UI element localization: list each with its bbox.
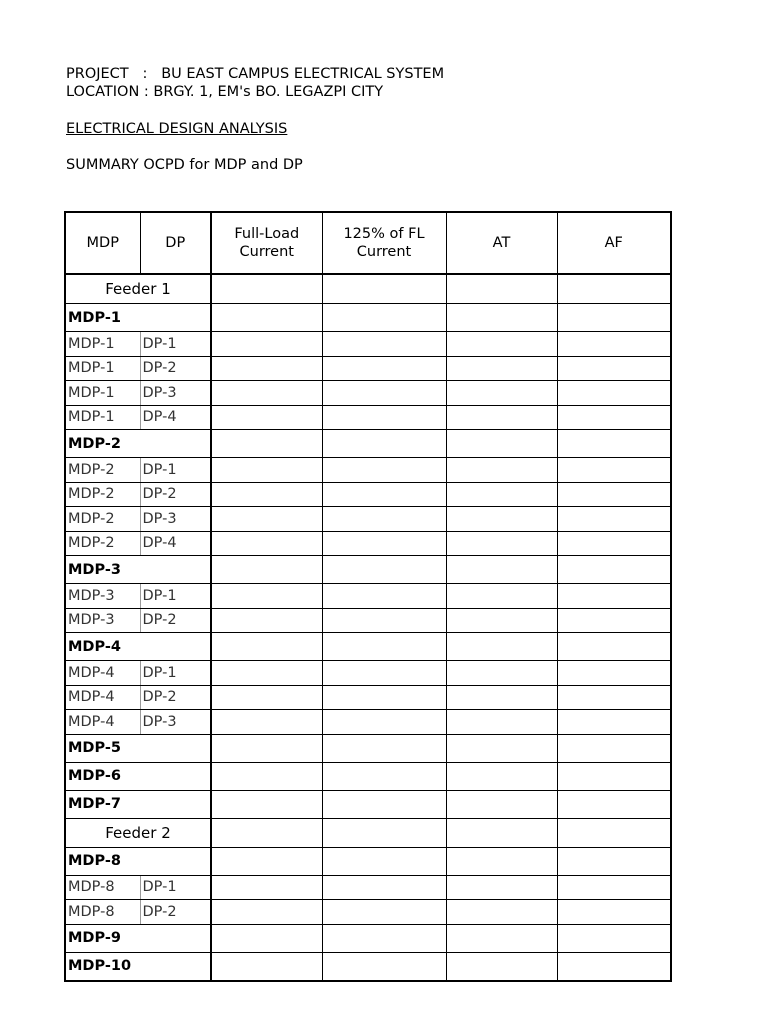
- mdp-label: MDP-6: [65, 762, 211, 790]
- mdp-row: [65, 924, 671, 952]
- pct125-current-cell: [322, 332, 446, 357]
- dp-row: [65, 685, 671, 710]
- pct125-current-cell: [322, 531, 446, 556]
- row-mdp-cell: MDP-3: [65, 608, 140, 633]
- full-load-current-cell: [211, 304, 322, 332]
- full-load-current-cell: [211, 661, 322, 686]
- dp-row: [65, 710, 671, 735]
- pct125-current-cell: [322, 482, 446, 507]
- full-load-current-cell: [211, 924, 322, 952]
- af-cell: [557, 531, 671, 556]
- pct125-current-cell: [322, 274, 446, 304]
- full-load-current-cell: [211, 608, 322, 633]
- full-load-current-cell: [211, 790, 322, 818]
- at-cell: [446, 556, 557, 584]
- summary-title: SUMMARY OCPD for MDP and DP: [66, 157, 303, 173]
- full-load-current-cell: [211, 381, 322, 406]
- header-125-pct-current: [322, 212, 446, 274]
- row-dp-cell: DP-3: [140, 381, 211, 406]
- full-load-current-cell: [211, 556, 322, 584]
- at-cell: [446, 507, 557, 532]
- af-cell: [557, 710, 671, 735]
- dp-row: [65, 356, 671, 381]
- header-125-pct-line1: 125% of FL: [343, 226, 425, 242]
- af-cell: [557, 608, 671, 633]
- at-cell: [446, 608, 557, 633]
- af-cell: [557, 633, 671, 661]
- full-load-current-cell: [211, 734, 322, 762]
- dp-row: [65, 875, 671, 900]
- header-125-pct-line2: Current: [356, 244, 412, 260]
- full-load-current-cell: [211, 952, 322, 981]
- mdp-label: MDP-4: [65, 633, 211, 661]
- at-cell: [446, 584, 557, 609]
- row-mdp-cell: MDP-2: [65, 482, 140, 507]
- mdp-row: [65, 952, 671, 981]
- row-dp-cell: DP-2: [140, 482, 211, 507]
- row-dp-cell: DP-4: [140, 405, 211, 430]
- pct125-current-cell: [322, 818, 446, 847]
- at-cell: [446, 304, 557, 332]
- af-cell: [557, 356, 671, 381]
- af-cell: [557, 584, 671, 609]
- header-at: AT: [446, 212, 557, 274]
- mdp-row: [65, 847, 671, 875]
- full-load-current-cell: [211, 818, 322, 847]
- full-load-current-cell: [211, 356, 322, 381]
- pct125-current-cell: [322, 458, 446, 483]
- af-cell: [557, 507, 671, 532]
- full-load-current-cell: [211, 633, 322, 661]
- row-mdp-cell: MDP-3: [65, 584, 140, 609]
- pct125-current-cell: [322, 952, 446, 981]
- pct125-current-cell: [322, 762, 446, 790]
- af-cell: [557, 734, 671, 762]
- af-cell: [557, 818, 671, 847]
- pct125-current-cell: [322, 381, 446, 406]
- analysis-title: ELECTRICAL DESIGN ANALYSIS: [66, 121, 288, 137]
- at-cell: [446, 790, 557, 818]
- at-cell: [446, 847, 557, 875]
- header-full-load-line2: Current: [239, 244, 294, 260]
- full-load-current-cell: [211, 584, 322, 609]
- feeder-label: Feeder 1: [65, 274, 211, 304]
- location-line: LOCATION : BRGY. 1, EM's BO. LEGAZPI CITY: [66, 84, 384, 100]
- table-header: [65, 212, 671, 274]
- at-cell: [446, 710, 557, 735]
- full-load-current-cell: [211, 405, 322, 430]
- pct125-current-cell: [322, 710, 446, 735]
- row-dp-cell: DP-4: [140, 531, 211, 556]
- mdp-row: [65, 734, 671, 762]
- at-cell: [446, 818, 557, 847]
- at-cell: [446, 633, 557, 661]
- at-cell: [446, 458, 557, 483]
- full-load-current-cell: [211, 875, 322, 900]
- at-cell: [446, 924, 557, 952]
- dp-row: [65, 458, 671, 483]
- row-dp-cell: DP-1: [140, 875, 211, 900]
- mdp-label: MDP-7: [65, 790, 211, 818]
- pct125-current-cell: [322, 790, 446, 818]
- mdp-label: MDP-10: [65, 952, 211, 981]
- mdp-label: MDP-3: [65, 556, 211, 584]
- row-mdp-cell: MDP-1: [65, 405, 140, 430]
- full-load-current-cell: [211, 685, 322, 710]
- af-cell: [557, 482, 671, 507]
- row-mdp-cell: MDP-2: [65, 531, 140, 556]
- full-load-current-cell: [211, 332, 322, 357]
- mdp-label: MDP-8: [65, 847, 211, 875]
- at-cell: [446, 531, 557, 556]
- feeder-row: [65, 274, 671, 304]
- row-mdp-cell: MDP-2: [65, 458, 140, 483]
- row-mdp-cell: MDP-1: [65, 356, 140, 381]
- full-load-current-cell: [211, 482, 322, 507]
- at-cell: [446, 356, 557, 381]
- full-load-current-cell: [211, 710, 322, 735]
- pct125-current-cell: [322, 304, 446, 332]
- af-cell: [557, 924, 671, 952]
- mdp-row: [65, 430, 671, 458]
- full-load-current-cell: [211, 847, 322, 875]
- row-mdp-cell: MDP-1: [65, 332, 140, 357]
- row-mdp-cell: MDP-4: [65, 710, 140, 735]
- af-cell: [557, 952, 671, 981]
- table-body: [65, 274, 671, 981]
- at-cell: [446, 685, 557, 710]
- mdp-label: MDP-9: [65, 924, 211, 952]
- dp-row: [65, 381, 671, 406]
- pct125-current-cell: [322, 875, 446, 900]
- af-cell: [557, 430, 671, 458]
- dp-row: [65, 661, 671, 686]
- at-cell: [446, 332, 557, 357]
- ocpd-summary-table: [64, 211, 672, 982]
- af-cell: [557, 685, 671, 710]
- row-mdp-cell: MDP-4: [65, 685, 140, 710]
- pct125-current-cell: [322, 924, 446, 952]
- row-mdp-cell: MDP-8: [65, 900, 140, 925]
- mdp-row: [65, 790, 671, 818]
- row-mdp-cell: MDP-8: [65, 875, 140, 900]
- at-cell: [446, 430, 557, 458]
- row-mdp-cell: MDP-1: [65, 381, 140, 406]
- mdp-label: MDP-1: [65, 304, 211, 332]
- header-row: [65, 212, 671, 274]
- af-cell: [557, 304, 671, 332]
- dp-row: [65, 405, 671, 430]
- at-cell: [446, 381, 557, 406]
- af-cell: [557, 790, 671, 818]
- at-cell: [446, 762, 557, 790]
- pct125-current-cell: [322, 430, 446, 458]
- row-dp-cell: DP-2: [140, 356, 211, 381]
- row-mdp-cell: MDP-4: [65, 661, 140, 686]
- dp-row: [65, 608, 671, 633]
- header-dp: DP: [140, 212, 211, 274]
- row-dp-cell: DP-1: [140, 332, 211, 357]
- pct125-current-cell: [322, 507, 446, 532]
- af-cell: [557, 556, 671, 584]
- full-load-current-cell: [211, 900, 322, 925]
- row-dp-cell: DP-1: [140, 458, 211, 483]
- dp-row: [65, 507, 671, 532]
- at-cell: [446, 875, 557, 900]
- mdp-row: [65, 556, 671, 584]
- header-full-load-current: [211, 212, 322, 274]
- at-cell: [446, 900, 557, 925]
- pct125-current-cell: [322, 847, 446, 875]
- mdp-label: MDP-5: [65, 734, 211, 762]
- feeder-label: Feeder 2: [65, 818, 211, 847]
- pct125-current-cell: [322, 584, 446, 609]
- af-cell: [557, 274, 671, 304]
- pct125-current-cell: [322, 633, 446, 661]
- pct125-current-cell: [322, 405, 446, 430]
- header-af: AF: [557, 212, 671, 274]
- row-dp-cell: DP-2: [140, 685, 211, 710]
- project-line: PROJECT : BU EAST CAMPUS ELECTRICAL SYSTEM: [66, 66, 445, 82]
- af-cell: [557, 900, 671, 925]
- af-cell: [557, 381, 671, 406]
- row-dp-cell: DP-2: [140, 900, 211, 925]
- dp-row: [65, 332, 671, 357]
- row-dp-cell: DP-1: [140, 584, 211, 609]
- mdp-row: [65, 633, 671, 661]
- mdp-label: MDP-2: [65, 430, 211, 458]
- pct125-current-cell: [322, 661, 446, 686]
- pct125-current-cell: [322, 556, 446, 584]
- header-mdp: MDP: [65, 212, 140, 274]
- af-cell: [557, 458, 671, 483]
- af-cell: [557, 762, 671, 790]
- header-full-load-line1: Full-Load: [234, 226, 300, 242]
- dp-row: [65, 900, 671, 925]
- row-mdp-cell: MDP-2: [65, 507, 140, 532]
- full-load-current-cell: [211, 274, 322, 304]
- row-dp-cell: DP-1: [140, 661, 211, 686]
- row-dp-cell: DP-3: [140, 710, 211, 735]
- pct125-current-cell: [322, 608, 446, 633]
- dp-row: [65, 531, 671, 556]
- full-load-current-cell: [211, 458, 322, 483]
- af-cell: [557, 875, 671, 900]
- full-load-current-cell: [211, 507, 322, 532]
- af-cell: [557, 847, 671, 875]
- at-cell: [446, 274, 557, 304]
- at-cell: [446, 952, 557, 981]
- row-dp-cell: DP-2: [140, 608, 211, 633]
- mdp-row: [65, 762, 671, 790]
- row-dp-cell: DP-3: [140, 507, 211, 532]
- dp-row: [65, 584, 671, 609]
- at-cell: [446, 661, 557, 686]
- af-cell: [557, 661, 671, 686]
- pct125-current-cell: [322, 900, 446, 925]
- mdp-row: [65, 304, 671, 332]
- af-cell: [557, 405, 671, 430]
- at-cell: [446, 734, 557, 762]
- full-load-current-cell: [211, 762, 322, 790]
- feeder-row: [65, 818, 671, 847]
- at-cell: [446, 405, 557, 430]
- at-cell: [446, 482, 557, 507]
- af-cell: [557, 332, 671, 357]
- pct125-current-cell: [322, 356, 446, 381]
- pct125-current-cell: [322, 685, 446, 710]
- pct125-current-cell: [322, 734, 446, 762]
- dp-row: [65, 482, 671, 507]
- full-load-current-cell: [211, 531, 322, 556]
- full-load-current-cell: [211, 430, 322, 458]
